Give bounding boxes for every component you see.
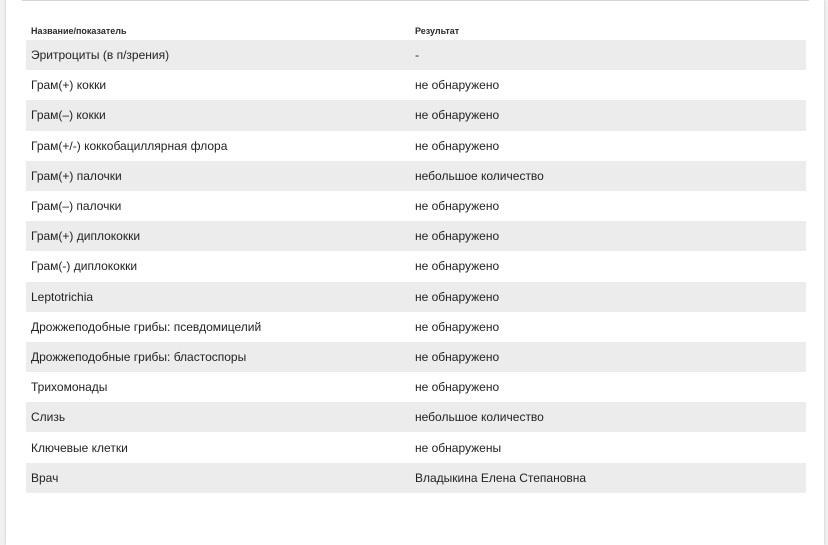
row-result: не обнаружено [415, 380, 500, 395]
row-name: Грам(+) кокки [31, 78, 107, 93]
row-name: Слизь [26, 402, 410, 432]
row-result: не обнаружено [415, 259, 500, 274]
table-row [26, 372, 806, 402]
row-name: Грам(+) диплококки [26, 221, 410, 251]
table-row [26, 191, 806, 221]
row-result: не обнаружено [410, 282, 806, 312]
table-row [26, 100, 806, 130]
row-result: небольшое количество [410, 402, 806, 432]
row-result: не обнаружено [415, 319, 500, 334]
row-name: Грам(+) палочки [26, 161, 410, 191]
column-header-name: Название/показатель [31, 25, 127, 36]
row-name: Врач [26, 463, 410, 493]
row-name: Leptotrichia [26, 282, 410, 312]
table-row [26, 131, 806, 161]
row-name: Грам(–) кокки [26, 100, 410, 130]
row-name: Эритроциты (в п/зрения) [26, 40, 410, 70]
table-row [26, 70, 806, 100]
row-result: не обнаружены [415, 440, 502, 455]
row-name: Грам(-) диплококки [31, 259, 138, 274]
row-result: не обнаружено [415, 78, 500, 93]
row-result: не обнаружено [410, 342, 806, 372]
table-row [26, 402, 806, 432]
row-result: не обнаружено [415, 199, 500, 214]
top-divider [22, 0, 809, 1]
row-name: Трихомонады [31, 380, 108, 395]
row-name: Ключевые клетки [31, 440, 128, 455]
table-row [26, 251, 806, 281]
row-result: не обнаружено [410, 100, 806, 130]
row-name: Дрожжеподобные грибы: бластоспоры [26, 342, 410, 372]
table-row [26, 161, 806, 191]
row-name: Грам(–) палочки [31, 199, 122, 214]
row-name: Грам(+/-) коккобациллярная флора [31, 138, 228, 153]
results-table [26, 21, 806, 493]
column-header-result: Результат [415, 25, 460, 36]
table-row [26, 312, 806, 342]
table-row [26, 40, 806, 70]
table-row-doctor [26, 463, 806, 493]
doctor-name: Владыкина Елена Степановна [410, 463, 806, 493]
row-result: не обнаружено [415, 138, 500, 153]
row-result: - [410, 40, 806, 70]
row-result: не обнаружено [410, 221, 806, 251]
row-result: небольшое количество [410, 161, 806, 191]
row-name: Дрожжеподобные грибы: псевдомицелий [31, 319, 262, 334]
table-row [26, 432, 806, 462]
document-page [6, 0, 824, 545]
table-row [26, 221, 806, 251]
table-row [26, 282, 806, 312]
table-header-row [26, 21, 806, 40]
table-row [26, 342, 806, 372]
